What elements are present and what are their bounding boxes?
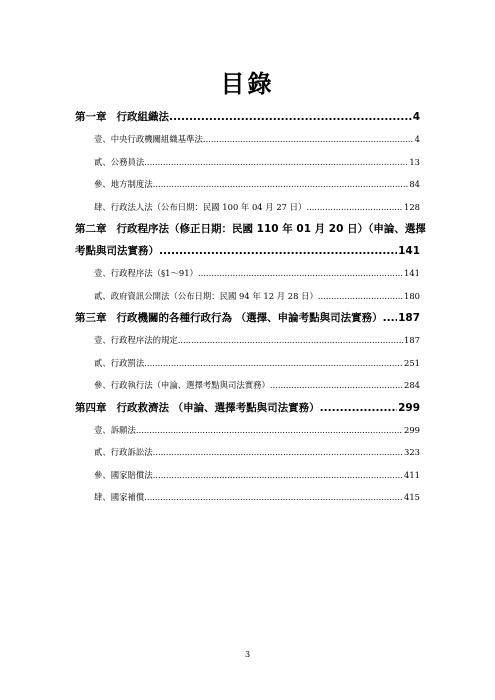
page-ref: 299 xyxy=(398,401,420,414)
dot-leader xyxy=(153,464,403,487)
chapter-title: 行政機關的各種行政行為 （選擇、申論考點與司法實務） xyxy=(116,312,383,324)
toc-chapter-1[interactable] xyxy=(75,106,420,128)
page-title: 目錄 xyxy=(220,70,275,98)
section-title: 參、行政執行法（申論、選擇考點與司法實務） xyxy=(94,380,270,390)
section-title: 貳、政府資訊公開法（公布日期：民國 94 年 12 月 28 日） xyxy=(94,290,318,301)
toc-section[interactable] xyxy=(75,151,420,174)
page-ref: 13 xyxy=(409,156,420,167)
toc-section[interactable] xyxy=(75,329,420,352)
section-title: 壹、行政程序法的規定 xyxy=(94,335,178,345)
page-ref: 180 xyxy=(404,290,420,301)
page-ref: 4 xyxy=(414,134,420,144)
chapter-label: 第四章 xyxy=(75,401,107,414)
chapter-title-line2: 考點與司法實務） xyxy=(75,245,159,257)
dot-leader xyxy=(318,285,403,308)
dot-leader xyxy=(153,173,409,196)
page-ref: 251 xyxy=(404,357,420,368)
dot-leader xyxy=(320,397,397,419)
dot-leader xyxy=(383,307,397,329)
dot-leader xyxy=(136,419,403,442)
toc-section[interactable] xyxy=(75,128,420,151)
dot-leader xyxy=(144,486,403,509)
toc-chapter-3[interactable] xyxy=(75,307,420,329)
page-ref: 284 xyxy=(404,380,420,390)
table-of-contents xyxy=(75,106,426,509)
toc-section[interactable] xyxy=(75,285,420,308)
page-ref: 84 xyxy=(409,179,420,189)
dot-leader xyxy=(153,441,403,464)
section-title: 參、國家賠償法 xyxy=(94,469,153,480)
section-title: 貳、行政訴訟法 xyxy=(94,447,153,457)
toc-chapter-4[interactable] xyxy=(75,397,420,419)
section-title: 貳、公務員法 xyxy=(94,156,145,167)
page-ref: 4 xyxy=(412,111,420,123)
section-title: 肆、行政法人法（公布日期：民國 100 年 04 月 27 日） xyxy=(94,201,307,212)
dot-leader xyxy=(144,352,403,375)
toc-section[interactable] xyxy=(75,173,420,196)
toc-section[interactable] xyxy=(75,419,420,442)
chapter-label: 第二章 xyxy=(75,223,107,235)
toc-section[interactable] xyxy=(75,262,420,285)
dot-leader xyxy=(159,240,397,262)
dot-leader xyxy=(270,374,403,397)
page-ref: 141 xyxy=(398,245,420,257)
toc-section[interactable] xyxy=(75,196,420,219)
section-title: 壹、訴願法 xyxy=(94,424,136,435)
page-ref: 128 xyxy=(404,201,420,212)
chapter-title: 行政救濟法 （申論、選擇考點與司法實務） xyxy=(116,401,320,414)
dot-leader xyxy=(178,329,403,352)
section-title: 壹、行政程序法（§1～91） xyxy=(94,268,198,278)
page-number: 3 xyxy=(244,650,251,659)
page-ref: 415 xyxy=(404,492,420,502)
section-title: 壹、中央行政機關組織基準法 xyxy=(94,134,203,144)
toc-section[interactable] xyxy=(75,352,420,375)
dot-leader xyxy=(169,106,412,128)
dot-leader xyxy=(144,151,408,174)
section-title: 肆、國家補償 xyxy=(94,492,145,502)
page-ref: 141 xyxy=(404,268,420,278)
page-ref: 299 xyxy=(404,424,420,435)
toc-section[interactable] xyxy=(75,464,420,487)
chapter-title-line1: 行政程序法（修正日期：民國 110 年 01 月 20 日）（申論、選擇 xyxy=(116,223,426,235)
toc-chapter-2[interactable] xyxy=(75,218,426,262)
page-ref: 323 xyxy=(404,447,420,457)
toc-section[interactable] xyxy=(75,486,420,509)
dot-leader xyxy=(306,196,403,219)
toc-section[interactable] xyxy=(75,441,420,464)
page-ref: 187 xyxy=(398,312,420,324)
dot-leader xyxy=(203,128,414,151)
section-title: 貳、行政罰法 xyxy=(94,357,145,368)
dot-leader xyxy=(198,262,403,285)
chapter-label: 第三章 xyxy=(75,312,107,324)
page-ref: 411 xyxy=(404,469,420,480)
chapter-label: 第一章 xyxy=(75,111,107,123)
page-ref: 187 xyxy=(404,335,420,345)
toc-section[interactable] xyxy=(75,374,420,397)
section-title: 參、地方制度法 xyxy=(94,179,153,189)
chapter-title: 行政組織法 xyxy=(116,111,169,123)
